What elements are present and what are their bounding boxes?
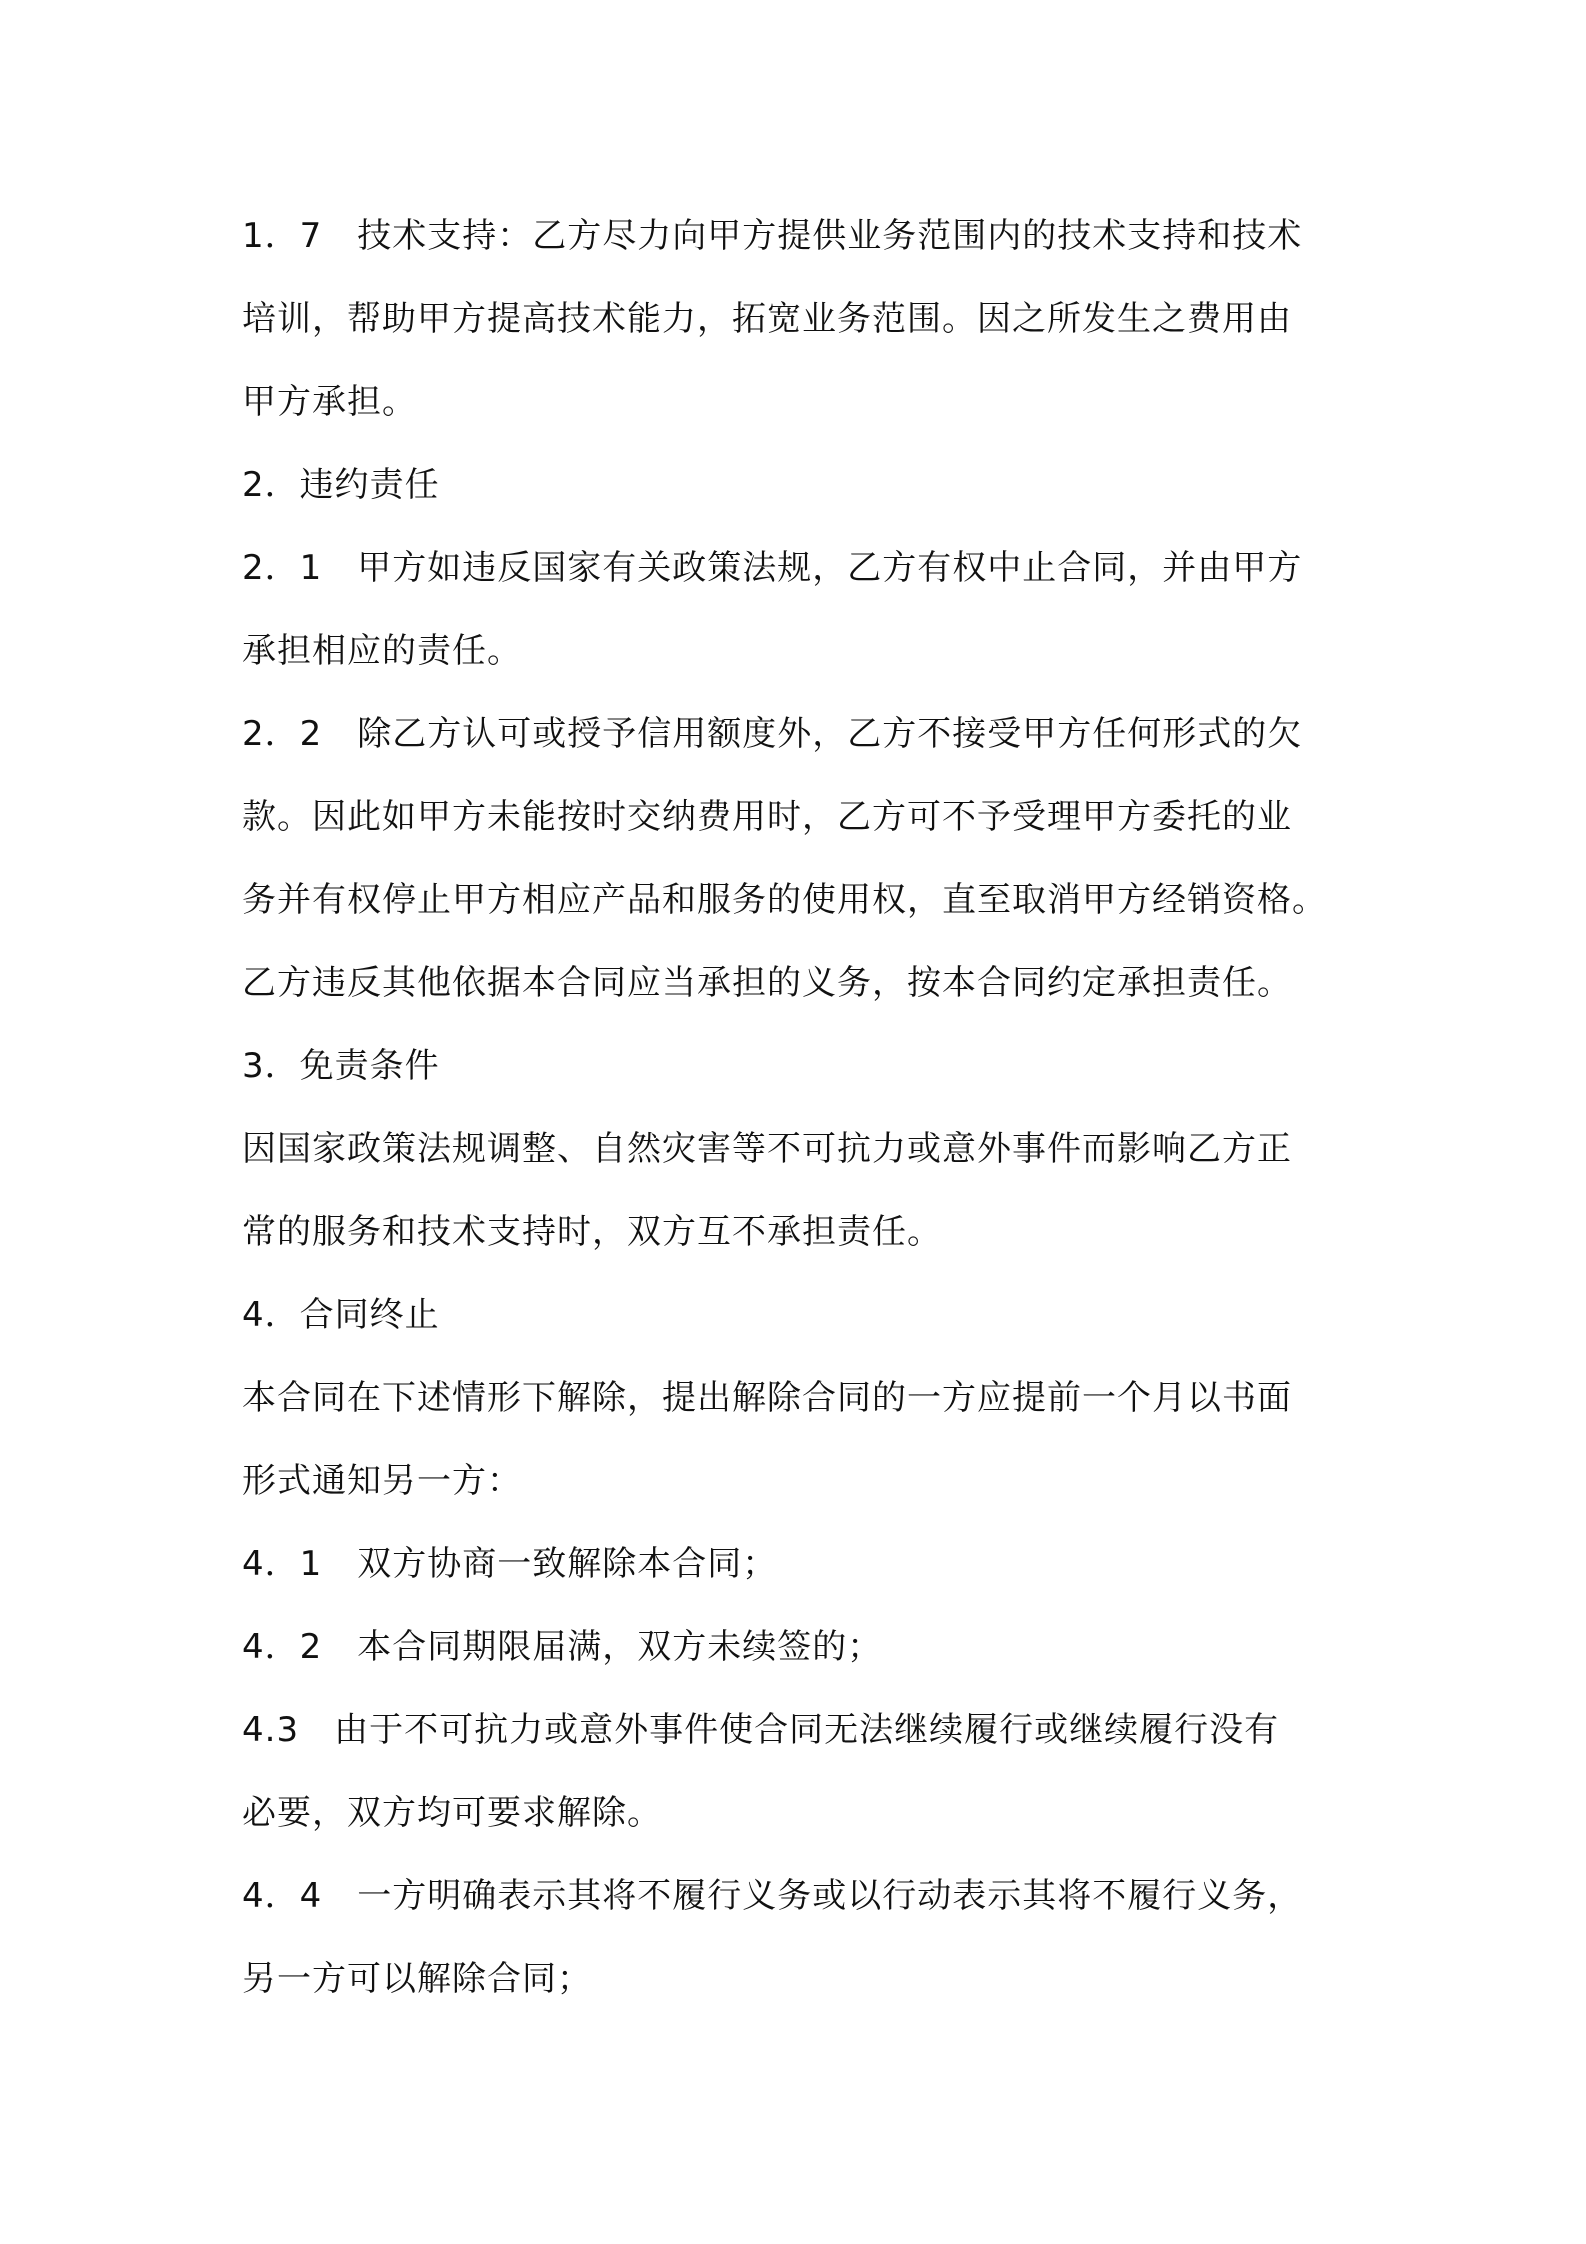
- text-line: 甲方承担。: [242, 382, 417, 422]
- text-line: 常的服务和技术支持时，双方互不承担责任。: [242, 1212, 942, 1252]
- section-heading: 2．违约责任: [242, 465, 440, 505]
- text-line: 2．2 除乙方认可或授予信用额度外，乙方不接受甲方任何形式的欠: [242, 714, 1303, 754]
- text-line: 4.3 由于不可抗力或意外事件使合同无法继续履行或继续履行没有: [242, 1710, 1280, 1750]
- text-line: 本合同在下述情形下解除，提出解除合同的一方应提前一个月以书面: [242, 1378, 1292, 1418]
- text-line: 务并有权停止甲方相应产品和服务的使用权，直至取消甲方经销资格。: [242, 880, 1327, 920]
- text-line: 款。因此如甲方未能按时交纳费用时，乙方可不予受理甲方委托的业: [242, 797, 1292, 837]
- text-line: 因国家政策法规调整、自然灾害等不可抗力或意外事件而影响乙方正: [242, 1129, 1292, 1169]
- text-line: 2．1 甲方如违反国家有关政策法规，乙方有权中止合同，并由甲方: [242, 548, 1303, 588]
- text-line: 培训，帮助甲方提高技术能力，拓宽业务范围。因之所发生之费用由: [242, 299, 1292, 339]
- text-line: 形式通知另一方：: [242, 1461, 522, 1501]
- text-line: 4．4 一方明确表示其将不履行义务或以行动表示其将不履行义务，: [242, 1876, 1303, 1916]
- text-line: 乙方违反其他依据本合同应当承担的义务，按本合同约定承担责任。: [242, 963, 1292, 1003]
- contract-text: [242, 195, 1362, 2021]
- text-line: 4．2 本合同期限届满，双方未续签的；: [242, 1627, 883, 1667]
- text-line: 另一方可以解除合同；: [242, 1959, 592, 1999]
- text-line: 1．7 技术支持：乙方尽力向甲方提供业务范围内的技术支持和技术: [242, 216, 1303, 256]
- section-heading: 3．免责条件: [242, 1046, 440, 1086]
- text-line: 必要，双方均可要求解除。: [242, 1793, 662, 1833]
- text-line: 4．1 双方协商一致解除本合同；: [242, 1544, 778, 1584]
- section-heading: 4．合同终止: [242, 1295, 440, 1335]
- text-line: 承担相应的责任。: [242, 631, 522, 671]
